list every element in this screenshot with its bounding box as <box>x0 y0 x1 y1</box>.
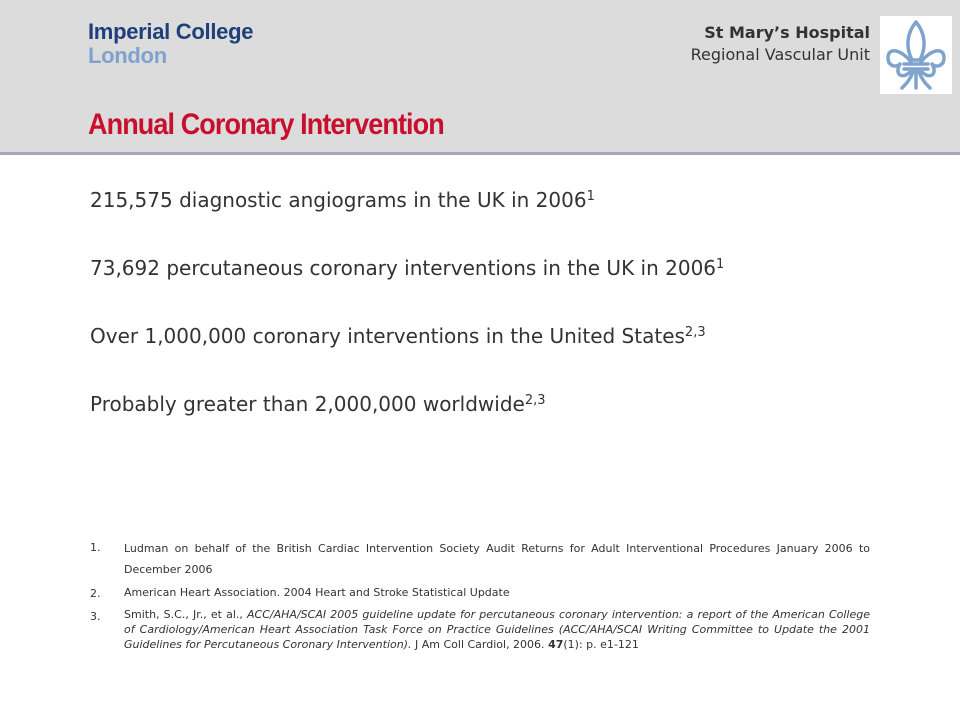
bullet-list <box>90 182 930 454</box>
reference-volume: 47 <box>548 638 564 651</box>
bullet-item: 215,575 diagnostic angiograms in the UK in 2006$^1$ <box>90 188 595 212</box>
reference-text <box>124 607 870 652</box>
reference-text: American Heart Association. 2004 Heart and Stroke Statistical Update <box>124 586 510 599</box>
footnote-ref: 2,3 <box>684 325 706 340</box>
reference-number: 3. <box>90 610 101 623</box>
reference-journal: J Am Coll Cardiol, 2006. <box>411 638 549 651</box>
footnote-ref: 1 <box>586 189 595 204</box>
reference-text: Ludman on behalf of the British Cardiac Intervention Society Audit Returns for Adult Interventional Procedures January 2006 to December 2006 <box>124 542 870 576</box>
reference-item <box>90 607 870 652</box>
reference-item <box>90 538 870 580</box>
reference-pages: (1): p. e1-121 <box>563 638 639 651</box>
imperial-college-logo <box>88 20 253 68</box>
reference-title: ACC/AHA/SCAI 2005 guideline update for percutaneous coronary intervention: a report of the American College of Cardiology/American Heart Association Task Force on Practice Guidelines (ACC/AHA/SCAI Writing Committee to Update the 2001 Guidelines for Percutaneous Coronary Intervention). <box>124 608 870 651</box>
fleur-de-lis-icon <box>880 16 952 94</box>
reference-number: 2. <box>90 587 101 600</box>
page-title: Annual Coronary Intervention <box>88 108 444 141</box>
logo-line-1: Imperial College <box>88 19 254 44</box>
reference-list <box>90 538 870 656</box>
footnote-ref: 1 <box>716 257 725 272</box>
unit-name: Regional Vascular Unit <box>690 45 870 64</box>
footnote-ref: 2,3 <box>524 393 546 408</box>
hospital-name: St Mary’s Hospital <box>704 23 870 42</box>
reference-authors: Smith, S.C., Jr., et al., <box>124 608 248 621</box>
bullet-item: Over 1,000,000 coronary interventions in the United States$^{2,3}$ <box>90 324 706 348</box>
bullet-item: Probably greater than 2,000,000 worldwide$^{2,3}$ <box>90 392 546 416</box>
bullet-item: 73,692 percutaneous coronary interventions in the UK in 2006$^1$ <box>90 256 725 280</box>
reference-item <box>90 584 870 603</box>
reference-number: 1. <box>90 541 101 554</box>
logo-line-2: London <box>88 43 167 68</box>
slide-header <box>0 0 960 155</box>
hospital-block <box>691 22 870 66</box>
